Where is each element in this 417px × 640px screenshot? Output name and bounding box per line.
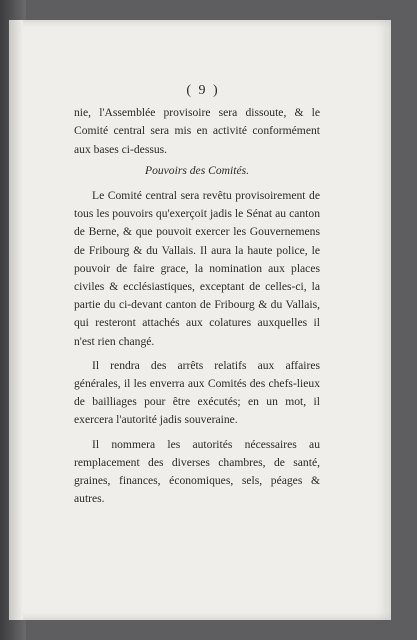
paragraph-nominations: Il nommera les autorités nécessaires au remplacement des diverses chambres, de santé, graines, finances, économiques, sels, péages & autres. xyxy=(74,437,320,506)
paragraph-comite-central: Le Comité central sera revêtu provisoirement de tous les pouvoirs qu'exerçoit jadis le Sénat au canton de Berne, & que pouvoit exercer les Gouvernemens de Fribourg & du Vallais. Il aura la haute police, le pouvoir de faire grace, la nomination aux places civiles & ecclésiastiques, exceptant de celles-ci, la partie du ci-devant canton de Fribourg & du Vallais, qui resteront attachés aux colatures auxquelles il n'est rien changé. xyxy=(74,189,320,348)
page-gutter xyxy=(9,20,23,620)
intro-paragraph: nie, l'Assemblée provisoire sera dissoute, & le Comité central sera mis en activité conformément aux bases ci-dessus. xyxy=(74,106,320,156)
page-number: ( 9 ) xyxy=(186,83,220,98)
section-heading: Pouvoirs des Comités. xyxy=(144,163,249,177)
page-text-block xyxy=(74,82,320,508)
paragraph-arrets: Il rendra des arrêts relatifs aux affaires générales, il les enverra aux Comités des chefs-lieux de bailliages pour être exécutés; en un mot, il exercera l'autorité jadis souveraine. xyxy=(74,358,320,427)
book-page xyxy=(9,20,391,620)
